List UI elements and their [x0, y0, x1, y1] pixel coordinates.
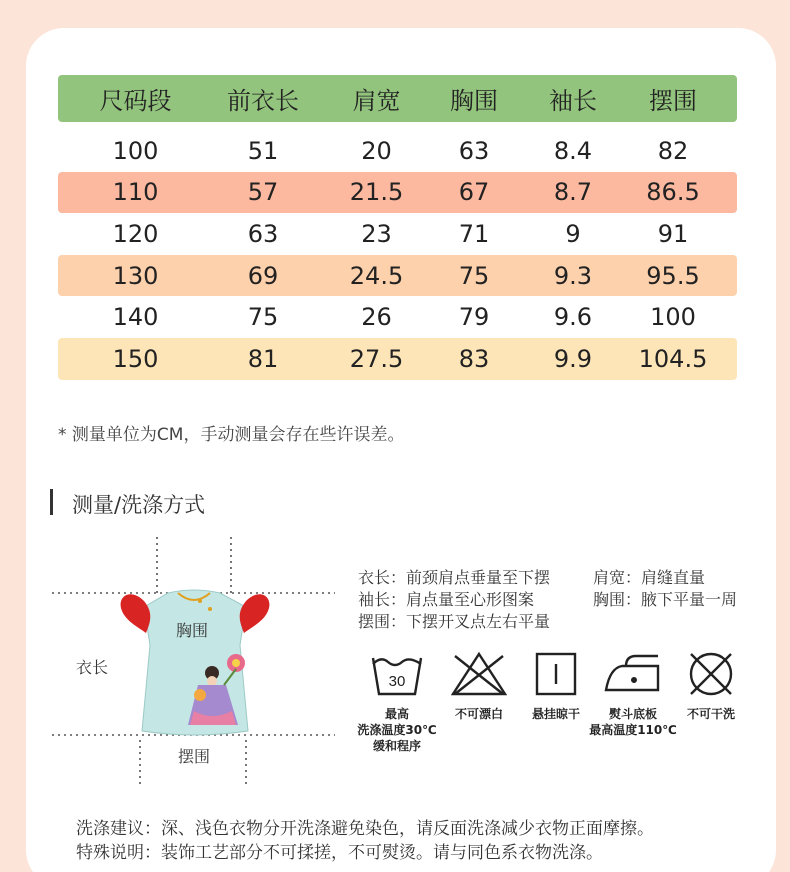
table-cell: 95.5: [646, 261, 700, 290]
table-cell: 130: [112, 261, 159, 290]
line-dry-icon: [528, 650, 584, 698]
measurement-note: * 测量单位为CM，手动测量会存在些许误差。: [58, 425, 405, 445]
measure-length: 衣长：前颈肩点垂量至下摆: [358, 568, 551, 587]
table-cell: 91: [657, 219, 689, 248]
table-cell: 24.5: [349, 261, 404, 290]
care-label: [357, 706, 436, 754]
table-cell: 51: [247, 136, 279, 165]
no-bleach-icon: [451, 650, 507, 698]
table-cell: 20: [361, 136, 392, 165]
table-cell: 69: [247, 261, 279, 290]
table-row: [58, 172, 737, 214]
table-cell: 63: [458, 136, 490, 165]
table-cell: 100: [112, 136, 159, 165]
table-row: [58, 130, 737, 172]
care-item-wash: [356, 650, 438, 754]
care-label: [455, 706, 503, 722]
care-item-iron: [588, 650, 678, 738]
table-cell: 21.5: [349, 178, 404, 207]
care-label: [532, 706, 580, 722]
table-cell: 82: [657, 136, 689, 165]
care-label-line: 熨斗底板: [608, 707, 657, 721]
care-label-line: 不可漂白: [454, 707, 503, 721]
table-cell: 27.5: [349, 344, 404, 373]
table-cell: 104.5: [638, 344, 708, 373]
section-title: 测量/洗涤方式: [72, 493, 206, 517]
table-cell: 8.7: [553, 178, 593, 207]
garment-illustration: [50, 535, 340, 790]
table-cell: 23: [361, 219, 392, 248]
care-item-dry: [525, 650, 587, 722]
header-size: 尺码段: [99, 87, 172, 115]
care-item-bleach: [448, 650, 510, 722]
header-sleeve: 袖长: [549, 87, 597, 115]
table-cell: 63: [247, 219, 279, 248]
table-cell: 71: [458, 219, 490, 248]
iron-icon: [602, 650, 664, 698]
table-cell: 57: [247, 178, 279, 207]
table-row: [58, 338, 737, 380]
measure-hem: 摆围：下摆开叉点左右平量: [358, 612, 551, 631]
care-item-dryclean: [680, 650, 742, 722]
care-label-line: 洗涤温度30℃: [357, 723, 437, 737]
care-label: [687, 706, 735, 722]
care-label-line: 不可干洗: [686, 707, 735, 721]
table-row: [58, 213, 737, 255]
care-label: [589, 706, 677, 738]
table-cell: 9.9: [553, 344, 593, 373]
care-label-line: 最高温度110℃: [589, 723, 677, 737]
table-header-row: [58, 75, 737, 122]
table-cell: 8.4: [553, 136, 593, 165]
header-hem: 摆围: [649, 87, 697, 115]
table-cell: 86.5: [646, 178, 700, 207]
special-note: 特殊说明：装饰工艺部分不可揉搓，不可熨烫。请与同色系衣物洗涤。: [76, 843, 603, 863]
section-marker: [50, 489, 53, 515]
wash-temp-text: 30: [388, 673, 406, 690]
care-label-line: 悬挂晾干: [531, 707, 580, 721]
table-cell: 110: [112, 178, 159, 207]
table-cell: 150: [112, 344, 159, 373]
wash-advice: 洗涤建议：深、浅色衣物分开洗涤避免染色，请反面洗涤减少衣物正面摩擦。: [76, 819, 654, 839]
measure-sleeve: 袖长：肩点量至心形图案: [358, 590, 535, 609]
header-shoulder: 肩宽: [352, 87, 401, 115]
chest-label: 胸围: [176, 621, 209, 640]
table-cell: 9.3: [553, 261, 593, 290]
table-cell: 75: [458, 261, 490, 290]
table-cell: 9: [565, 219, 581, 248]
table-row: [58, 255, 737, 297]
measure-chest: 胸围：腋下平量一周: [593, 590, 738, 609]
length-label: 衣长: [76, 658, 109, 677]
table-row: [58, 296, 737, 338]
care-label-line: 最高: [384, 707, 409, 721]
table-cell: 81: [247, 344, 279, 373]
table-cell: 9.6: [553, 303, 593, 332]
table-cell: 100: [650, 303, 696, 332]
table-cell: 83: [458, 344, 490, 373]
care-label-line: 缓和程序: [372, 739, 421, 753]
header-chest: 胸围: [450, 87, 498, 115]
size-table: [58, 75, 737, 380]
table-cell: 140: [112, 303, 159, 332]
hem-label: 摆围: [178, 747, 211, 766]
table-cell: 79: [458, 303, 490, 332]
measure-shoulder: 肩宽：肩缝直量: [593, 568, 706, 587]
no-dry-clean-icon: [683, 650, 739, 698]
table-cell: 67: [458, 178, 490, 207]
table-cell: 120: [112, 219, 159, 248]
header-front-length: 前衣长: [227, 87, 299, 115]
wash-30-icon: [369, 650, 425, 698]
table-cell: 75: [247, 303, 279, 332]
table-cell: 26: [361, 303, 392, 332]
